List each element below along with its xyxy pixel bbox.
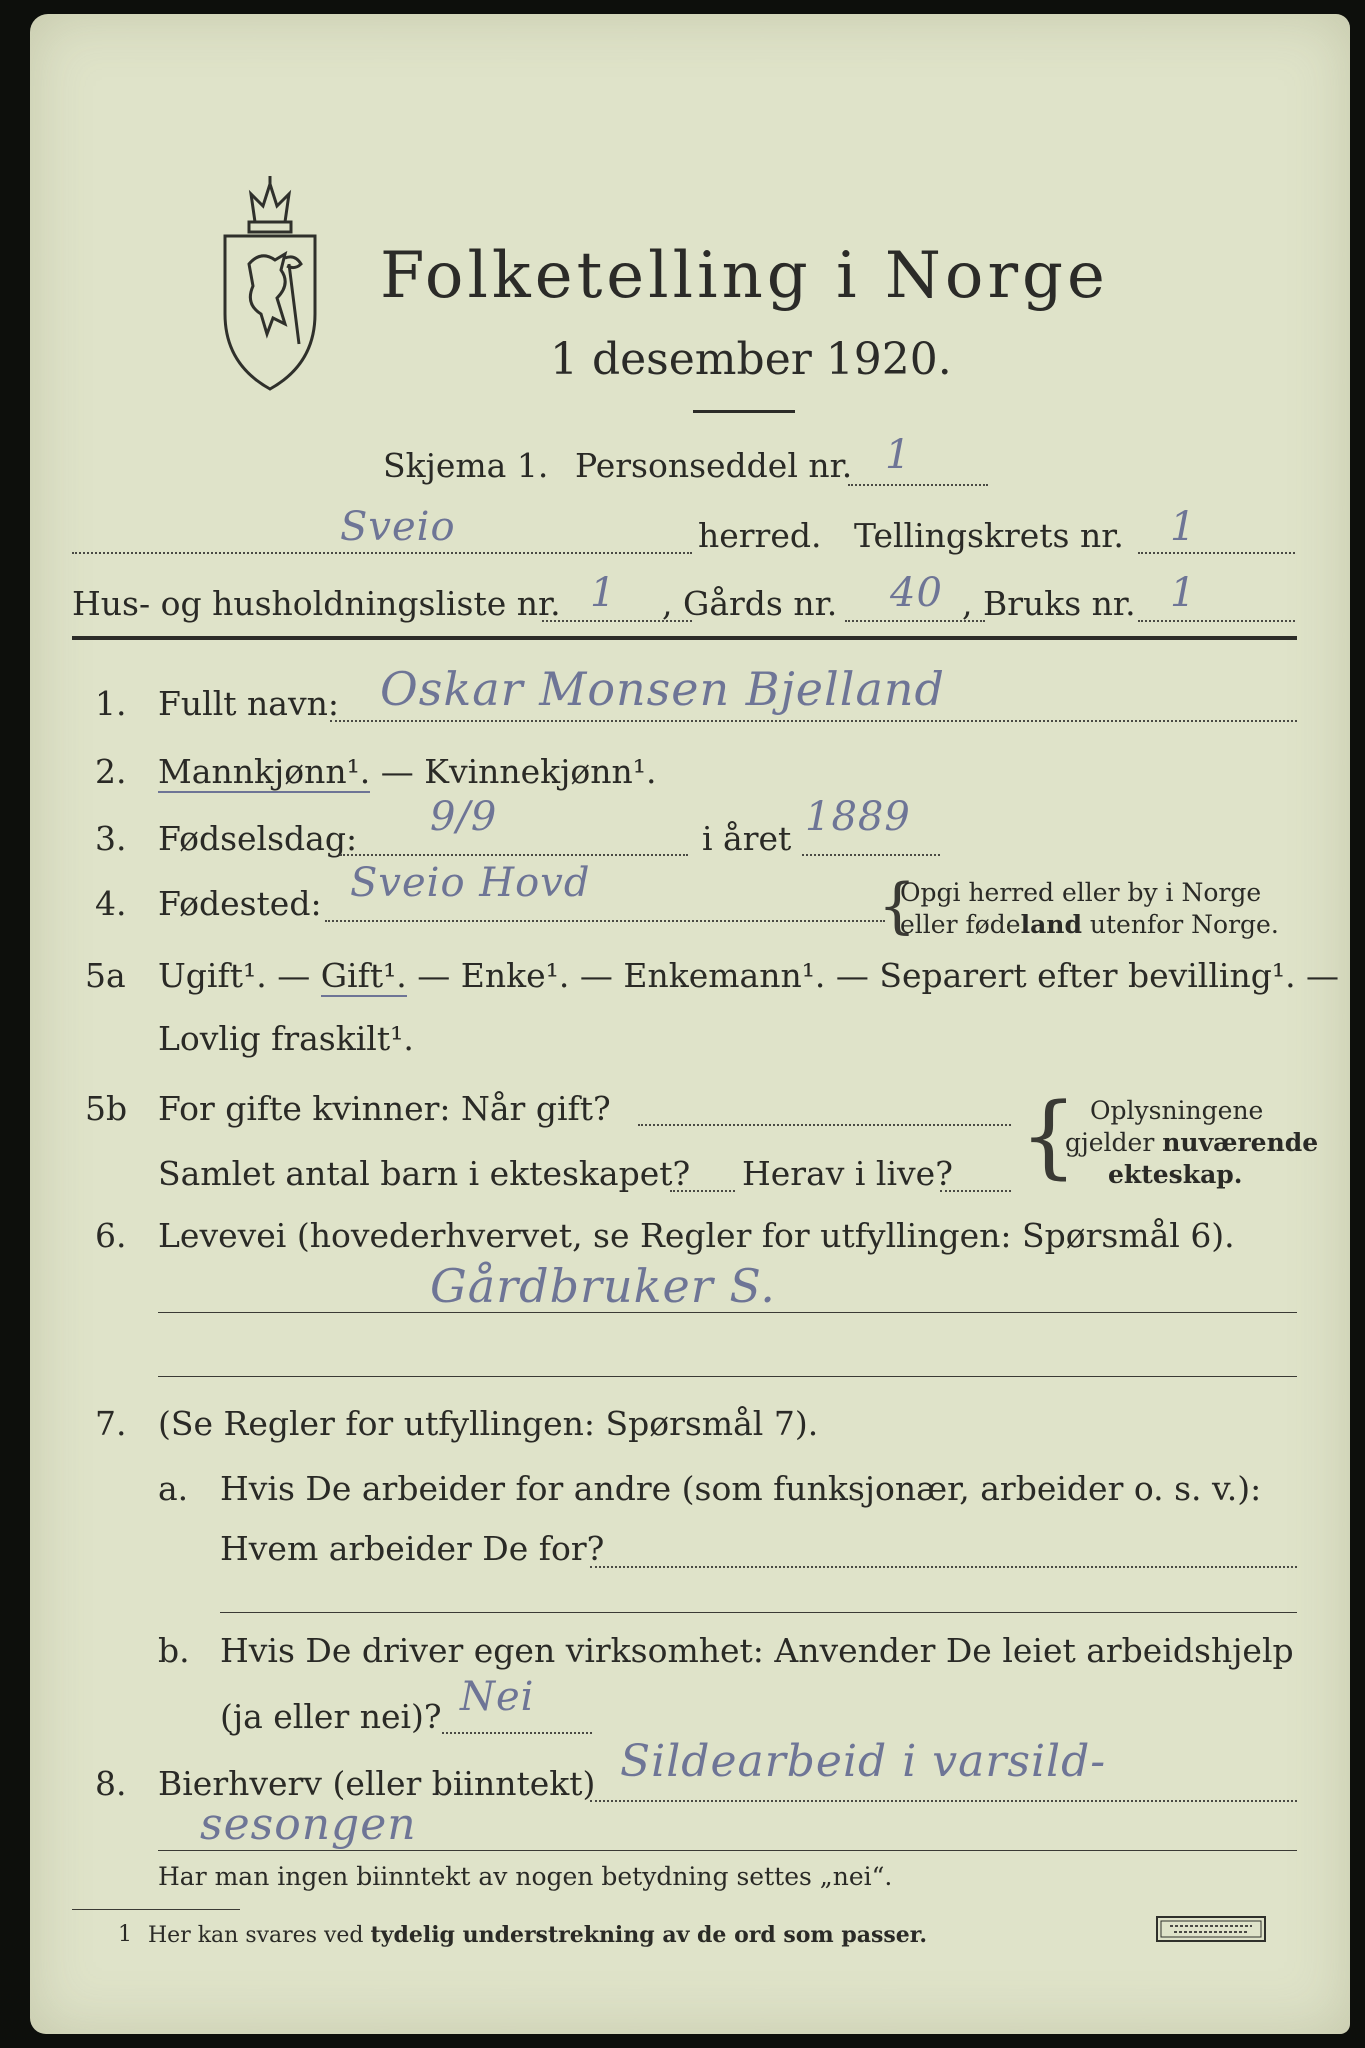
option-others[interactable]: — Enke¹. — Enkemann¹. — Separert efter bevilling¹. — — [417, 956, 1340, 995]
q7a-line2: Hvem arbeider De for? — [220, 1529, 605, 1568]
gards-value: 40 — [890, 570, 943, 616]
option-gift[interactable]: Gift¹. — [320, 956, 407, 995]
q3-label: Fødselsdag: — [158, 819, 358, 858]
q5b-number: 5b — [85, 1089, 128, 1128]
bruks-label: , Bruks nr. — [962, 584, 1136, 623]
herred-label: herred. — [698, 516, 822, 555]
side-income-value-2: sesongen — [200, 1799, 417, 1850]
q7-number: 7. — [95, 1404, 127, 1443]
tellingskrets-label: Tellingskrets nr. — [854, 516, 1124, 555]
full-name-value: Oskar Monsen Bjelland — [380, 662, 945, 716]
marital-sep: — — [277, 956, 311, 995]
q5b-alive-label: Herav i live? — [742, 1154, 953, 1193]
marital-options — [158, 956, 1339, 995]
q4-label: Fødested: — [158, 884, 322, 923]
note-emphasis: land — [1020, 910, 1082, 939]
tellingskrets-value: 1 — [1170, 504, 1197, 550]
birthdate-value: 9/9 — [430, 794, 498, 840]
hus-label: Hus- og husholdningsliste nr. — [72, 584, 561, 623]
personseddel-label: Personseddel nr. — [575, 446, 853, 485]
gards-label: , Gårds nr. — [662, 584, 838, 623]
birthyear-value: 1889 — [805, 794, 911, 840]
footnote-text-plain: Her kan svares ved — [148, 1923, 371, 1948]
note-text: gjelder — [1065, 1128, 1163, 1157]
herred-value: Sveio — [340, 504, 456, 550]
q5b-note-2 — [1065, 1128, 1318, 1157]
side-income-field[interactable] — [590, 1800, 1297, 1802]
q7a-number: a. — [158, 1469, 189, 1508]
birthdate-field[interactable] — [340, 854, 688, 856]
q7a-line1: Hvis De arbeider for andre (som funksjonær, arbeider o. s. v.): — [220, 1469, 1262, 1508]
children-count-field[interactable] — [670, 1190, 735, 1192]
q6-number: 6. — [95, 1216, 127, 1255]
printer-stamp — [1156, 1916, 1266, 1942]
occupation-value: Gårdbruker S. — [430, 1259, 776, 1313]
option-ugift[interactable]: Ugift¹. — [158, 956, 267, 995]
birthplace-note-1: Opgi herred eller by i Norge — [900, 878, 1262, 907]
q5b-line1: For gifte kvinner: Når gift? — [158, 1089, 611, 1128]
tellingskrets-field[interactable] — [1138, 552, 1295, 554]
side-income-line-2[interactable] — [158, 1850, 1297, 1851]
footnote-rule — [72, 1909, 240, 1910]
occupation-line-1[interactable] — [158, 1312, 1297, 1313]
form-title: Folketelling i Norge — [380, 239, 1109, 313]
q7b-line2: (ja eller nei)? — [220, 1697, 442, 1736]
personseddel-value: 1 — [885, 432, 912, 478]
option-male[interactable]: Mannkjønn¹. — [158, 752, 371, 791]
bruks-field[interactable] — [1138, 620, 1295, 622]
q8-number: 8. — [95, 1764, 127, 1803]
note-text-end: utenfor Norge. — [1081, 910, 1279, 939]
herred-field[interactable] — [72, 552, 692, 554]
q5a-number: 5a — [85, 956, 126, 995]
occupation-line-2[interactable] — [158, 1376, 1297, 1377]
q7b-line1: Hvis De driver egen virksomhet: Anvender De leiet arbeidshjelp — [220, 1631, 1294, 1670]
q7-label: (Se Regler for utfyllingen: Spørsmål 7). — [158, 1404, 819, 1443]
q7b-number: b. — [158, 1631, 190, 1670]
option-female[interactable]: Kvinnekjønn¹. — [424, 752, 657, 791]
personseddel-field[interactable] — [848, 484, 988, 486]
census-form-page — [30, 14, 1350, 2034]
q5b-note-1: Oplysningene — [1090, 1096, 1264, 1125]
side-income-note: Har man ingen biinntekt av nogen betydning settes „nei“. — [158, 1862, 893, 1891]
footnote-text-bold: tydelig understrekning av de ord som passer. — [370, 1922, 928, 1948]
hired-help-field[interactable] — [442, 1732, 592, 1734]
q5b-note-3: ekteskap. — [1108, 1160, 1243, 1189]
option-lovlig-fraskilt[interactable]: Lovlig fraskilt¹. — [158, 1019, 414, 1058]
hus-value: 1 — [590, 570, 617, 616]
q3-number: 3. — [95, 819, 127, 858]
skjema-label: Skjema 1. — [383, 446, 549, 485]
q8-label: Bierhverv (eller biinntekt) — [158, 1764, 596, 1803]
title-divider — [693, 410, 795, 413]
norwegian-coat-of-arms-icon — [215, 174, 325, 394]
q4-number: 4. — [95, 884, 127, 923]
bruks-value: 1 — [1170, 570, 1197, 616]
q5b-brace: { — [1020, 1084, 1078, 1189]
q5b-children-label: Samlet antal barn i ekteskapet? — [158, 1154, 691, 1193]
year-label: i året — [702, 819, 792, 858]
birthplace-note-2 — [900, 910, 1279, 939]
married-when-field[interactable] — [638, 1124, 1011, 1126]
footnote-text — [148, 1922, 927, 1948]
birthplace-brace: { — [878, 871, 917, 941]
q6-label: Levevei (hovederhvervet, se Regler for utfyllingen: Spørsmål 6). — [158, 1216, 1235, 1255]
sex-separator: — — [380, 752, 414, 791]
employer-field[interactable] — [590, 1566, 1297, 1568]
header-rule — [72, 636, 1297, 640]
side-income-value-1: Sildearbeid i varsild- — [620, 1736, 1107, 1787]
birthplace-value: Sveio Hovd — [350, 860, 591, 906]
note-text: eller føde — [900, 910, 1021, 939]
q1-label: Fullt navn: — [158, 684, 339, 723]
q2-number: 2. — [95, 752, 127, 791]
hired-help-value: Nei — [460, 1674, 535, 1720]
birthplace-field[interactable] — [325, 920, 885, 922]
children-alive-field[interactable] — [940, 1190, 1011, 1192]
sex-options — [158, 752, 657, 791]
footnote-mark: 1 — [118, 1922, 132, 1947]
full-name-field[interactable] — [330, 720, 1297, 722]
employer-line-2[interactable] — [220, 1612, 1297, 1613]
birthyear-field[interactable] — [802, 854, 940, 856]
census-date: 1 desember 1920. — [550, 334, 952, 385]
q1-number: 1. — [95, 684, 127, 723]
note-emphasis: nuværende — [1162, 1128, 1319, 1157]
